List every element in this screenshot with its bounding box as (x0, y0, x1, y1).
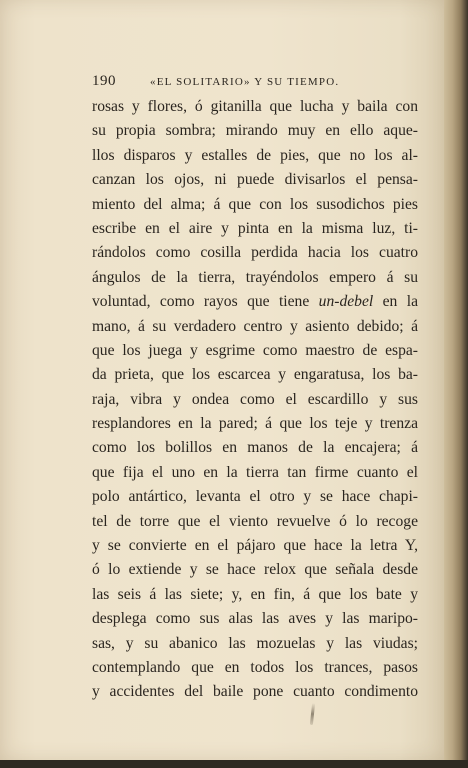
text-segment: sas, y su abanico las mozuelas y las viudas; (92, 634, 418, 652)
text-line (92, 436, 418, 460)
text-line (92, 656, 418, 680)
text-line (92, 680, 418, 704)
text-line (92, 485, 418, 509)
body-text (92, 95, 418, 705)
text-segment: voluntad, como rayos que tiene (92, 293, 319, 311)
text-line (92, 388, 418, 412)
text-line (92, 144, 418, 168)
text-line (92, 193, 418, 217)
text-segment: da prieta, que los escarcea y engaratusa, los ba- (92, 366, 418, 384)
italic-term: un-debel (318, 293, 374, 311)
text-segment: rándolos como cosilla perdida hacia los cuatro (92, 244, 418, 262)
text-segment: que fija el uno en la tierra tan firme cuanto el (92, 463, 418, 481)
page-edge (444, 0, 468, 768)
text-segment: polo antártico, levanta el otro y se hace chapi- (92, 488, 418, 506)
text-segment: rosas y flores, ó gitanilla que lucha y baila con (92, 98, 418, 115)
ink-mark (310, 703, 315, 725)
text-segment: escribe en el aire y pinta en la misma luz, ti- (92, 219, 418, 237)
text-line (92, 290, 418, 314)
text-line (92, 168, 418, 192)
text-line (92, 583, 418, 607)
text-segment: miento del alma; á que con los susodichos pies (92, 195, 418, 213)
text-segment: resplandores en la pared; á que los teje y trenza (92, 415, 418, 433)
text-segment: en la (373, 293, 418, 311)
text-segment: ó lo extiende y se hace relox que señala desde (92, 561, 418, 579)
text-line (92, 266, 418, 290)
text-segment: mano, á su verdadero centro y asiento debido; á (92, 317, 418, 335)
page-number: 190 (92, 73, 116, 89)
text-line (92, 607, 418, 631)
text-segment: y se convierte en el pájaro que hace la letra Y, (92, 537, 418, 555)
text-line (92, 315, 418, 339)
running-title: «EL SOLITARIO» Y SU TIEMPO. (150, 76, 340, 88)
text-line (92, 119, 418, 143)
text-line (92, 534, 418, 558)
text-segment: canzan los ojos, ni puede divisarlos el pensa- (92, 171, 418, 189)
text-segment: y accidentes del baile pone cuanto condimento (92, 683, 418, 701)
text-line (92, 558, 418, 582)
text-segment: las seis á las siete; y, en fin, á que los bate y (92, 585, 418, 603)
text-line (92, 632, 418, 656)
scan-bottom-edge (0, 760, 468, 768)
text-segment: tel de torre que el viento revuelve ó lo recoge (92, 512, 418, 530)
text-segment: su propia sombra; mirando muy en ello aque- (92, 122, 418, 140)
text-segment: raja, vibra y ondea como el escardillo y sus (92, 390, 418, 408)
text-line (92, 510, 418, 534)
text-segment: llos disparos y estalles de pies, que no los al- (92, 146, 418, 164)
text-line (92, 217, 418, 241)
text-segment: contemplando que en todos los trances, pasos (92, 658, 418, 676)
text-line (92, 363, 418, 387)
text-segment: ángulos de la tierra, trayéndolos empero á su (92, 268, 418, 286)
text-line (92, 412, 418, 436)
text-line (92, 95, 418, 119)
text-line (92, 241, 418, 265)
text-segment: desplega como sus alas las aves y las maripo- (92, 610, 418, 628)
text-line (92, 339, 418, 363)
text-segment: como los bolillos en manos de la encajera; á (92, 439, 418, 457)
page-header (92, 73, 392, 93)
text-line (92, 461, 418, 485)
text-segment: que los juega y esgrime como maestro de espa- (92, 341, 418, 359)
